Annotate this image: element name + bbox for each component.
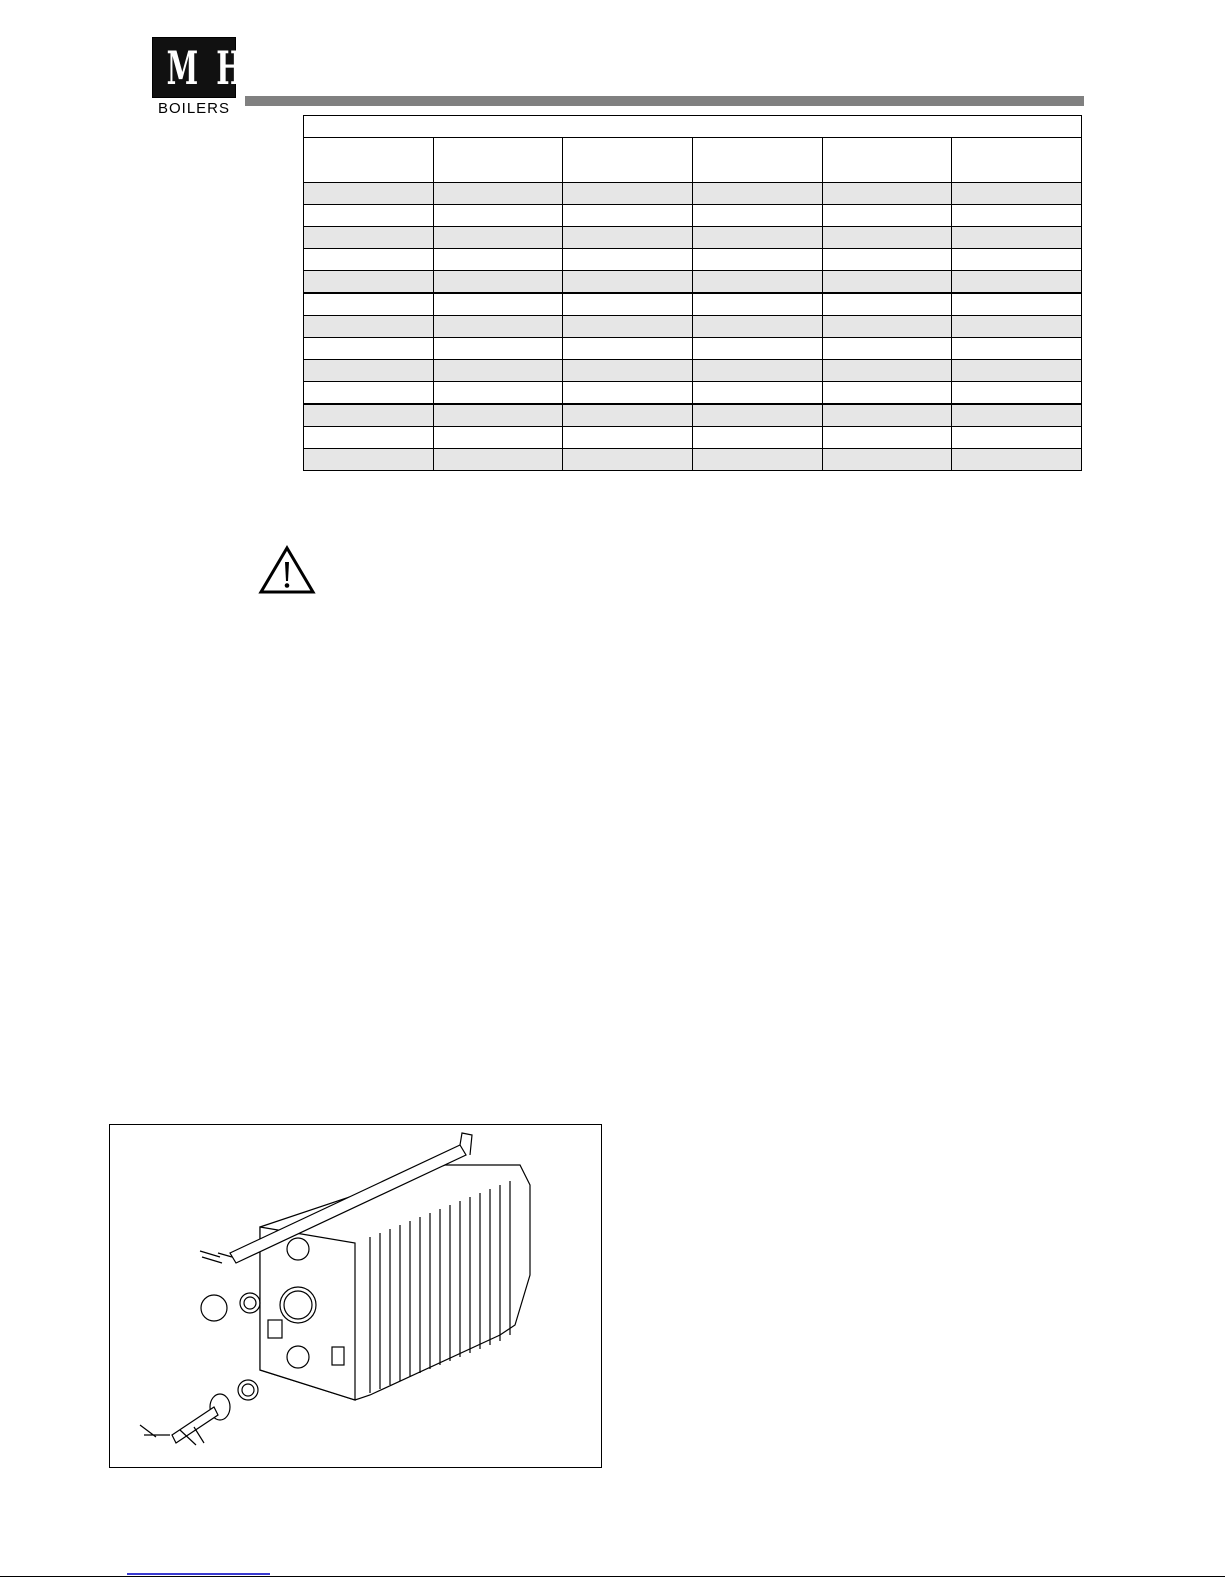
table-cell [563,293,693,316]
table-cell [822,427,952,449]
table-cell [692,404,822,427]
spec-table-body [304,116,1082,471]
table-cell [433,404,563,427]
table-row [304,360,1082,382]
table-cell [563,227,693,249]
table-cell [563,183,693,205]
table-cell [304,316,434,338]
header-cell [952,138,1082,183]
header-cell [304,138,434,183]
spec-table [303,115,1082,471]
front-plate [260,1227,355,1400]
header-cell [563,138,693,183]
table-cell [563,249,693,271]
logo-subtitle: BOILERS [157,100,231,117]
table-cell [433,316,563,338]
logo-letter-h: H [216,40,244,95]
table-cell [822,449,952,471]
table-cell [952,271,1082,294]
boiler-figure [109,1124,602,1468]
table-cell [692,449,822,471]
table-cell [952,183,1082,205]
boiler-section-drawing [110,1125,601,1467]
table-cell [304,227,434,249]
table-cell [692,316,822,338]
table-cell [692,227,822,249]
table-cell [433,449,563,471]
table-cell [304,205,434,227]
table-row [304,449,1082,471]
table-cell [952,338,1082,360]
table-cell [692,293,822,316]
table-cell [692,271,822,294]
table-cell [822,205,952,227]
table-title-cell [304,116,1082,138]
table-cell [822,360,952,382]
table-cell [433,427,563,449]
table-row [304,271,1082,294]
table-cell [304,360,434,382]
table-header-row [304,138,1082,183]
logo-badge [152,37,279,98]
table-cell [822,271,952,294]
table-row [304,316,1082,338]
table-cell [433,249,563,271]
table-cell [563,316,693,338]
header-cell [433,138,563,183]
table-cell [692,427,822,449]
table-cell [433,205,563,227]
table-cell [822,382,952,405]
table-cell [433,271,563,294]
table-cell [433,338,563,360]
table-cell [692,205,822,227]
table-row [304,382,1082,405]
logo-letter-s: S [257,40,279,95]
table-cell [952,404,1082,427]
footer-link[interactable] [127,1573,270,1575]
table-cell [952,449,1082,471]
table-cell [822,249,952,271]
logo-letter-m: M [166,40,199,95]
table-cell [433,227,563,249]
table-row [304,404,1082,427]
table-cell [822,316,952,338]
table-row [304,205,1082,227]
table-title-row [304,116,1082,138]
lower-pipe [172,1407,218,1443]
table-row [304,338,1082,360]
table-cell [822,293,952,316]
table-cell [563,338,693,360]
table-cell [304,271,434,294]
table-cell [563,271,693,294]
table-cell [433,360,563,382]
table-cell [433,183,563,205]
table-cell [433,293,563,316]
header-cell [822,138,952,183]
table-cell [952,427,1082,449]
table-row [304,293,1082,316]
table-cell [304,382,434,405]
table-cell [822,227,952,249]
table-cell [692,338,822,360]
header-rule [245,96,1084,106]
table-cell [822,404,952,427]
table-row [304,183,1082,205]
table-cell [304,338,434,360]
table-cell [563,382,693,405]
mhs-boilers-logo [152,37,279,117]
table-cell [692,183,822,205]
flange-upper [201,1295,227,1321]
table-cell [563,360,693,382]
table-cell [952,227,1082,249]
table-cell [563,427,693,449]
table-cell [952,205,1082,227]
table-cell [563,449,693,471]
table-cell [692,360,822,382]
table-cell [433,382,563,405]
table-cell [304,427,434,449]
table-row [304,227,1082,249]
table-cell [304,404,434,427]
table-cell [952,249,1082,271]
table-cell [304,293,434,316]
table-cell [304,249,434,271]
table-cell [692,382,822,405]
table-cell [822,183,952,205]
table-cell [952,360,1082,382]
table-cell [952,293,1082,316]
table-cell [952,382,1082,405]
table-cell [304,183,434,205]
table-cell [692,249,822,271]
table-row [304,427,1082,449]
warning-triangle-icon [258,545,316,595]
footer-rule [0,1576,1225,1577]
header-cell [692,138,822,183]
table-cell [563,205,693,227]
table-cell [952,316,1082,338]
table-cell [822,338,952,360]
table-cell [563,404,693,427]
table-row [304,249,1082,271]
table-cell [304,449,434,471]
